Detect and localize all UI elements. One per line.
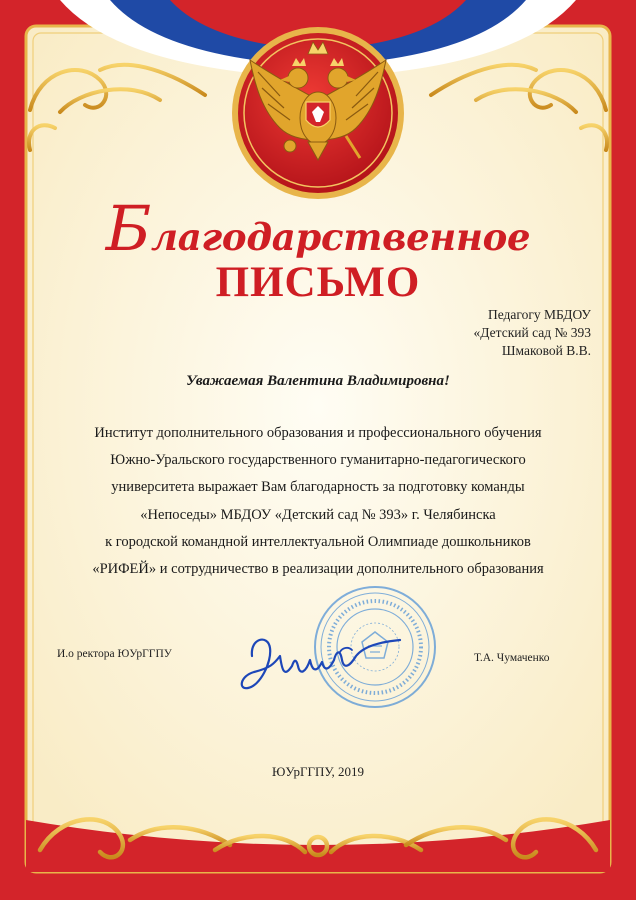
- addressee-line: Педагогу МБДОУ: [487, 307, 591, 322]
- addressee-line: Шмаковой В.В.: [501, 343, 591, 358]
- signatory-name: Т.А. Чумаченко: [474, 652, 550, 664]
- body-line: «Непоседы» МБДОУ «Детский сад № 393» г. Челябинска: [140, 506, 496, 523]
- signatory-position: И.о ректора ЮУрГГПУ: [57, 648, 172, 660]
- handwritten-signature: [230, 626, 410, 698]
- title-script-line: [0, 192, 636, 265]
- salutation: Уважаемая Валентина Владимировна!: [186, 373, 450, 389]
- title-main: ПИСЬМО: [215, 259, 421, 306]
- title-script-text: лагодарственное: [150, 215, 531, 259]
- body-line: «РИФЕЙ» и сотрудничество в реализации дополнительного образования: [92, 561, 544, 578]
- title-initial-letter: Б: [105, 192, 151, 265]
- footer-organization-year: ЮУрГГПУ, 2019: [272, 764, 364, 779]
- letter-body: [40, 420, 596, 583]
- body-line: Южно-Уральского государственного гуманитарно-педагогического: [110, 452, 526, 469]
- body-line: к городской командной интеллектуальной Олимпиаде дошкольников: [105, 533, 531, 550]
- body-line: Институт дополнительного образования и профессионального обучения: [94, 425, 542, 441]
- addressee-block: [474, 306, 591, 360]
- body-line: университета выражает Вам благодарность за подготовку команды: [111, 479, 525, 496]
- addressee-line: «Детский сад № 393: [473, 325, 591, 340]
